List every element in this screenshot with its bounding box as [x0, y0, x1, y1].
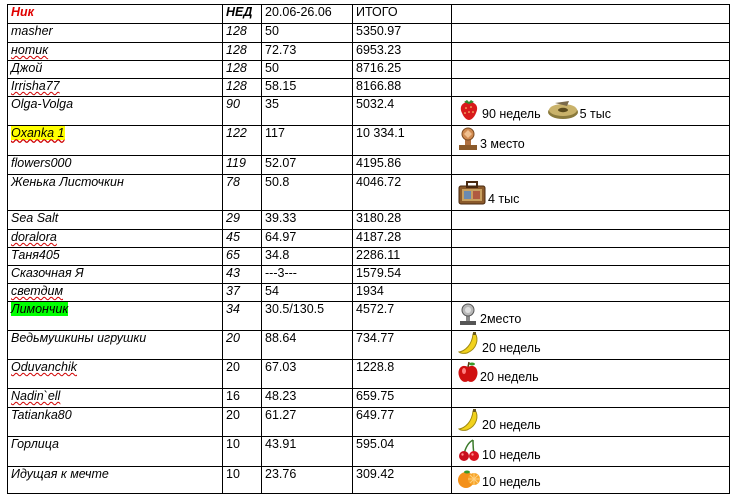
nick-cell	[8, 97, 223, 126]
total-cell: 4572.7	[353, 302, 452, 331]
total-cell: 1228.8	[353, 360, 452, 389]
total-cell: 734.77	[353, 331, 452, 360]
cherries-icon	[457, 438, 481, 462]
award-badge	[457, 360, 539, 384]
total-cell: 8166.88	[353, 79, 452, 97]
orange-icon	[457, 467, 481, 489]
nick-text: masher	[11, 24, 53, 38]
nick-cell	[8, 389, 223, 408]
period-cell: 72.73	[262, 43, 353, 61]
award-badge	[457, 467, 541, 489]
nick-text: Ведьмушкины игрушки	[11, 331, 147, 345]
award-label: 2место	[480, 312, 522, 326]
nick-text: нотик	[11, 43, 49, 57]
award-badge	[457, 438, 541, 462]
nick-cell	[8, 79, 223, 97]
total-cell: 2286.11	[353, 248, 452, 266]
ned-cell: 29	[223, 211, 262, 230]
award-label: 4 тыс	[488, 192, 520, 206]
nick-text: Таня405	[11, 248, 60, 262]
total-cell: 4195.86	[353, 156, 452, 175]
header-period: 20.06-26.06	[262, 5, 353, 24]
nick-cell	[8, 126, 223, 156]
period-cell: 67.03	[262, 360, 353, 389]
nick-cell	[8, 302, 223, 331]
ned-cell: 20	[223, 360, 262, 389]
nick-text: Лимончик	[11, 302, 69, 316]
award-cell	[452, 43, 730, 61]
table-row	[8, 284, 730, 302]
total-cell: 659.75	[353, 389, 452, 408]
nick-text: Oduvanchik	[11, 360, 78, 374]
period-cell: 43.91	[262, 437, 353, 467]
period-cell: 39.33	[262, 211, 353, 230]
nick-cell	[8, 266, 223, 284]
total-cell: 595.04	[353, 437, 452, 467]
table-row	[8, 79, 730, 97]
award-cell	[452, 156, 730, 175]
table-row	[8, 467, 730, 494]
period-cell: 48.23	[262, 389, 353, 408]
nick-cell	[8, 230, 223, 248]
apple-icon	[457, 360, 479, 384]
nick-cell	[8, 467, 223, 494]
total-cell: 6953.23	[353, 43, 452, 61]
award-cell	[452, 79, 730, 97]
table-row	[8, 408, 730, 437]
period-cell: 50	[262, 24, 353, 43]
nick-text: Джой	[11, 61, 43, 75]
ned-cell: 20	[223, 408, 262, 437]
award-cell	[452, 284, 730, 302]
ned-cell: 78	[223, 175, 262, 211]
award-label: 20 недель	[482, 341, 541, 355]
nick-text: Идущая к мечте	[11, 467, 109, 481]
nick-cell	[8, 284, 223, 302]
bronze-trophy-icon	[457, 127, 479, 151]
award-cell	[452, 331, 730, 360]
award-badge	[457, 302, 521, 326]
table-row	[8, 126, 730, 156]
award-label: 20 недель	[480, 370, 539, 384]
period-cell: 34.8	[262, 248, 353, 266]
award-cell	[452, 389, 730, 408]
award-label: 5 тыс	[579, 107, 611, 121]
ned-cell: 45	[223, 230, 262, 248]
nick-cell	[8, 437, 223, 467]
ned-cell: 10	[223, 467, 262, 494]
total-cell: 3180.28	[353, 211, 452, 230]
award-badge	[457, 331, 541, 355]
table-row	[8, 211, 730, 230]
nick-cell	[8, 408, 223, 437]
table-row	[8, 437, 730, 467]
table-row	[8, 266, 730, 284]
period-cell: 88.64	[262, 331, 353, 360]
ned-cell: 37	[223, 284, 262, 302]
award-label: 10 недель	[482, 448, 541, 462]
award-badge	[457, 127, 525, 151]
strawberry-icon	[457, 97, 481, 121]
award-label: 20 недель	[482, 418, 541, 432]
nick-cell	[8, 43, 223, 61]
ned-cell: 128	[223, 43, 262, 61]
table-row	[8, 156, 730, 175]
award-badge	[457, 408, 541, 432]
table-row	[8, 360, 730, 389]
period-cell: 58.15	[262, 79, 353, 97]
award-cell	[452, 248, 730, 266]
ned-cell: 90	[223, 97, 262, 126]
nick-text: Горлица	[11, 437, 59, 451]
award-label: 90 недель	[482, 107, 541, 121]
period-cell: ---3---	[262, 266, 353, 284]
award-label: 10 недель	[482, 475, 541, 489]
nick-cell	[8, 211, 223, 230]
nick-cell	[8, 360, 223, 389]
period-cell: 61.27	[262, 408, 353, 437]
total-cell: 4046.72	[353, 175, 452, 211]
period-cell: 23.76	[262, 467, 353, 494]
silver-trophy-icon	[457, 302, 479, 326]
award-cell	[452, 437, 730, 467]
table-body	[8, 24, 730, 494]
nick-text: doralora	[11, 230, 57, 244]
nick-cell	[8, 331, 223, 360]
header-awards	[452, 5, 730, 24]
ned-cell: 122	[223, 126, 262, 156]
period-cell: 52.07	[262, 156, 353, 175]
header-nick: Ник	[8, 5, 223, 24]
award-cell	[452, 266, 730, 284]
table-row	[8, 97, 730, 126]
total-cell: 5350.97	[353, 24, 452, 43]
total-cell: 10 334.1	[353, 126, 452, 156]
ranking-table	[7, 4, 730, 494]
ned-cell: 128	[223, 79, 262, 97]
award-cell	[452, 24, 730, 43]
period-cell: 50	[262, 61, 353, 79]
award-badge	[457, 180, 519, 206]
nick-cell	[8, 248, 223, 266]
suitcase-icon	[457, 180, 487, 206]
ned-cell: 20	[223, 331, 262, 360]
ned-cell: 65	[223, 248, 262, 266]
nick-cell	[8, 175, 223, 211]
nick-text: Irrisha77	[11, 79, 60, 93]
ned-cell: 43	[223, 266, 262, 284]
award-cell	[452, 302, 730, 331]
table-row	[8, 175, 730, 211]
nick-text: Tatianka80	[11, 408, 72, 422]
total-cell: 1579.54	[353, 266, 452, 284]
total-cell: 4187.28	[353, 230, 452, 248]
nick-cell	[8, 61, 223, 79]
banana-icon	[457, 331, 481, 355]
award-badge	[457, 97, 541, 121]
nick-text: Sea Salt	[11, 211, 59, 225]
nick-text: Nadin`ell	[11, 389, 61, 403]
header-total: ИТОГО	[353, 5, 452, 24]
header-ned: НЕД	[223, 5, 262, 24]
ned-cell: 128	[223, 24, 262, 43]
table-row	[8, 230, 730, 248]
award-label: 3 место	[480, 137, 525, 151]
award-cell	[452, 126, 730, 156]
nick-text: светдим	[11, 284, 64, 298]
period-cell: 117	[262, 126, 353, 156]
nick-text: Женька Листочкин	[11, 175, 124, 189]
nick-cell	[8, 156, 223, 175]
total-cell: 1934	[353, 284, 452, 302]
period-cell: 50.8	[262, 175, 353, 211]
award-badge	[547, 99, 611, 121]
total-cell: 8716.25	[353, 61, 452, 79]
table-row	[8, 302, 730, 331]
nick-text: flowers000	[11, 156, 72, 170]
period-cell: 35	[262, 97, 353, 126]
nick-cell	[8, 24, 223, 43]
table-row	[8, 248, 730, 266]
award-cell	[452, 360, 730, 389]
header-row	[8, 5, 730, 24]
coin-disc-icon	[547, 99, 579, 121]
award-cell	[452, 175, 730, 211]
total-cell: 649.77	[353, 408, 452, 437]
nick-text: Olga-Volga	[11, 97, 74, 111]
period-cell: 54	[262, 284, 353, 302]
table-row	[8, 24, 730, 43]
total-cell: 309.42	[353, 467, 452, 494]
ned-cell: 128	[223, 61, 262, 79]
table-row	[8, 61, 730, 79]
nick-text: Сказочная Я	[11, 266, 84, 280]
award-cell	[452, 61, 730, 79]
banana-icon	[457, 408, 481, 432]
table-row	[8, 43, 730, 61]
award-cell	[452, 211, 730, 230]
table-row	[8, 331, 730, 360]
ned-cell: 34	[223, 302, 262, 331]
period-cell: 64.97	[262, 230, 353, 248]
total-cell: 5032.4	[353, 97, 452, 126]
period-cell: 30.5/130.5	[262, 302, 353, 331]
table-row	[8, 389, 730, 408]
ned-cell: 16	[223, 389, 262, 408]
award-cell	[452, 97, 730, 126]
award-cell	[452, 408, 730, 437]
ned-cell: 119	[223, 156, 262, 175]
award-cell	[452, 467, 730, 494]
ned-cell: 10	[223, 437, 262, 467]
award-cell	[452, 230, 730, 248]
nick-text: Oxanka 1	[11, 126, 65, 140]
